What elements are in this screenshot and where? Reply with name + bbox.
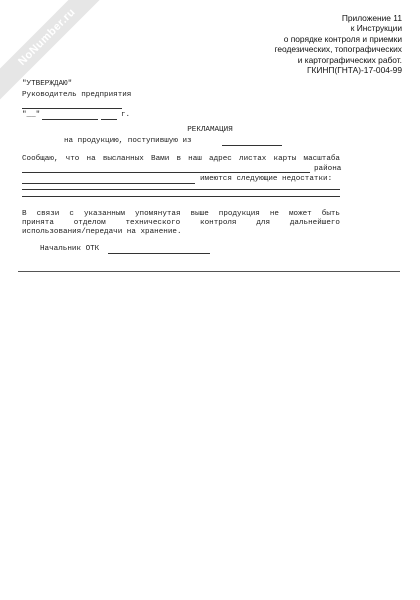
paragraph-2-line-2: принята отделом технического контроля для дальнейшего bbox=[22, 219, 340, 227]
appendix-line: ГКИНП(ГНТА)-17-004-99 bbox=[306, 65, 402, 76]
head-signature-line bbox=[22, 108, 122, 109]
document-title: РЕКЛАМАЦИЯ bbox=[187, 126, 233, 134]
region-line bbox=[22, 172, 310, 173]
date-day: "__" bbox=[22, 111, 41, 119]
head-of-enterprise-label: Руководитель предприятия bbox=[22, 91, 132, 99]
watermark-text: NoNumber.ru bbox=[16, 6, 78, 68]
watermark-ribbon bbox=[0, 0, 115, 105]
appendix-header bbox=[172, 13, 402, 75]
defects-lead-line bbox=[22, 183, 195, 184]
paragraph-2-line-3: использования/передачи на хранение. bbox=[22, 228, 182, 236]
date-year-line bbox=[101, 119, 117, 120]
date-month-line bbox=[42, 119, 98, 120]
supplier-line bbox=[222, 145, 282, 146]
region-label: района bbox=[314, 165, 342, 173]
defects-label: имеются следующие недостатки: bbox=[200, 175, 333, 183]
appendix-line: геодезических, топографических bbox=[274, 44, 402, 55]
year-suffix: г. bbox=[121, 111, 131, 119]
appendix-line: о порядке контроля и приемки bbox=[283, 33, 402, 44]
appendix-line: к Инструкции bbox=[350, 23, 402, 34]
defects-line-2 bbox=[22, 196, 340, 197]
paragraph-2-line-1: В связи с указанным упомянутая выше продукция не может быть bbox=[22, 210, 340, 218]
paragraph-1-line-1: Сообщаю, что на высланных Вами в наш адрес листах карты масштаба bbox=[22, 155, 340, 163]
otk-signature-line bbox=[108, 253, 210, 254]
document-subtitle: на продукцию, поступившую из bbox=[64, 137, 192, 145]
appendix-line: Приложение 11 bbox=[341, 13, 402, 23]
appendix-line: и картографических работ. bbox=[297, 54, 402, 65]
defects-line-1 bbox=[22, 189, 340, 190]
approve-stamp: "УТВЕРЖДАЮ" bbox=[22, 80, 73, 88]
bottom-rule bbox=[18, 271, 400, 272]
otk-head-label: Начальник ОТК bbox=[40, 245, 100, 253]
